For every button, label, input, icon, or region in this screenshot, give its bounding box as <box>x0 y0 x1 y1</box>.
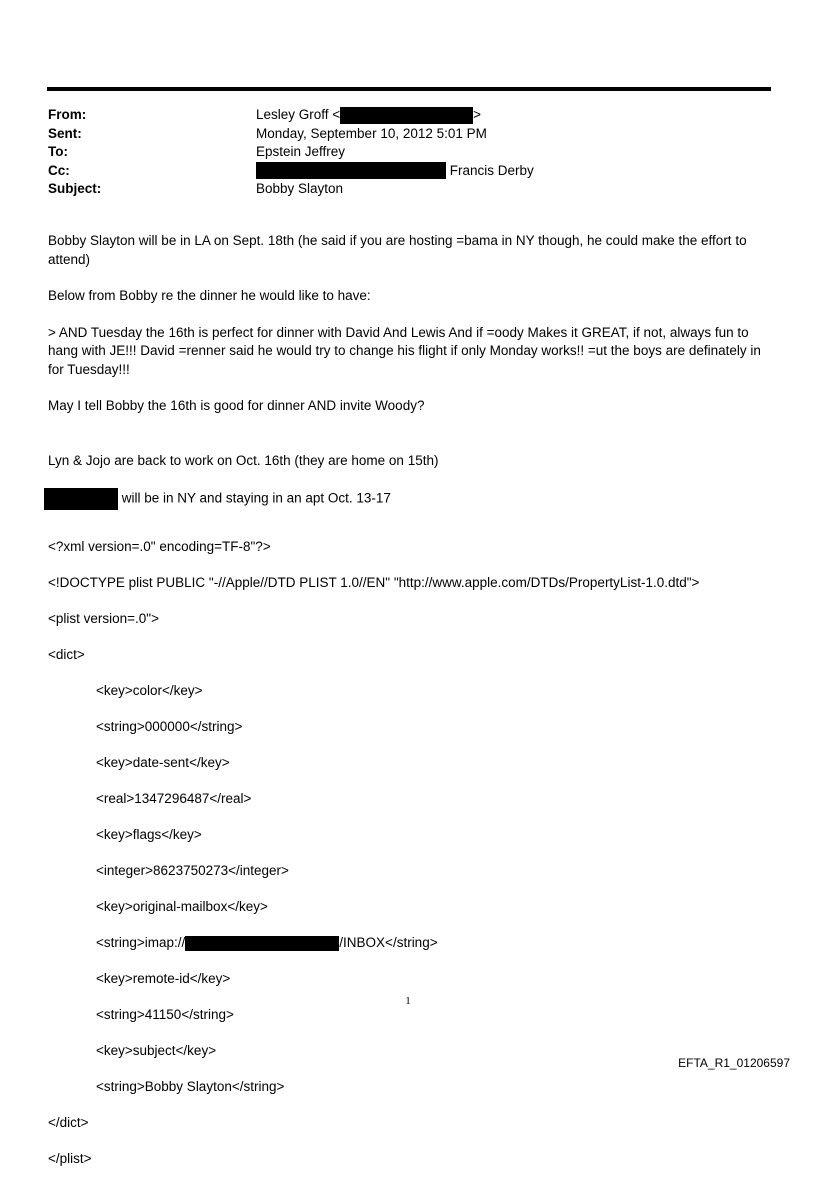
sent-label: Sent: <box>48 125 82 141</box>
body-paragraph: May I tell Bobby the 16th is good for dinner AND invite Woody? <box>48 398 425 413</box>
xml-fragment: <string>imap:// <box>96 935 186 950</box>
email-body <box>48 232 778 510</box>
xml-line: <key>remote-id</key> <box>96 971 231 986</box>
subject-label: Subject: <box>48 181 102 196</box>
to-row <box>48 143 534 162</box>
xml-line: <string>000000</string> <box>96 719 243 734</box>
body-paragraph: Lyn & Jojo are back to work on Oct. 16th (they are home on 15th) <box>48 452 439 468</box>
cc-name: Francis Derby <box>449 162 534 178</box>
xml-line: <real>1347296487</real> <box>96 791 252 806</box>
xml-line: <key>flags</key> <box>96 827 202 842</box>
from-label: From: <box>48 107 87 122</box>
xml-line: </dict> <box>48 1115 89 1130</box>
xml-line: </plist> <box>48 1151 92 1166</box>
xml-line <box>48 934 699 952</box>
from-row <box>48 106 534 125</box>
to-value: Epstein Jeffrey <box>256 144 346 159</box>
sent-row <box>48 125 534 144</box>
xml-line: <dict> <box>48 647 85 662</box>
xml-line: <key>date-sent</key> <box>96 755 230 770</box>
cc-row <box>48 162 534 181</box>
header-rule <box>47 87 771 91</box>
body-paragraph <box>44 488 778 510</box>
from-tail: > <box>473 107 482 122</box>
xml-line: <plist version=.0"> <box>48 611 159 626</box>
cc-label: Cc: <box>48 162 70 178</box>
redaction-block <box>185 936 339 951</box>
document-id: EFTA_R1_01206597 <box>678 1056 790 1070</box>
xml-line: <key>subject</key> <box>96 1043 217 1058</box>
cc-value <box>256 162 534 181</box>
sent-value: Monday, September 10, 2012 5:01 PM <box>256 125 487 141</box>
body-paragraph: > AND Tuesday the 16th is perfect for dinner with David And Lewis And if =oody Makes it GREAT, if not, always fun to hang with JE!!! David =renner said he would try to change his flight if only Monday works!! =ut the boys are definately in for Tuesday!!! <box>48 324 761 377</box>
subject-row <box>48 180 534 199</box>
xml-line: <string>Bobby Slayton</string> <box>96 1079 285 1094</box>
redaction-block <box>44 488 118 510</box>
subject-value: Bobby Slayton <box>256 181 344 196</box>
page-number: 1 <box>405 995 411 1007</box>
from-name: Lesley Groff < <box>256 107 341 122</box>
xml-line: <integer>8623750273</integer> <box>96 863 289 878</box>
xml-line: <string>41150</string> <box>96 1007 234 1022</box>
redaction-block <box>340 107 473 124</box>
body-paragraph: Below from Bobby re the dinner he would like to have: <box>48 288 371 303</box>
xml-line: <key>color</key> <box>96 683 203 698</box>
xml-line: <!DOCTYPE plist PUBLIC "-//Apple//DTD PLIST 1.0//EN" "http://www.apple.com/DTDs/PropertyList-1.0.dtd"> <box>48 575 700 590</box>
redaction-block <box>256 162 446 179</box>
to-label: To: <box>48 144 68 159</box>
body-paragraph-text: will be in NY and staying in an apt Oct. 13-17 <box>121 490 391 506</box>
xml-plist <box>48 520 699 1186</box>
xml-line: <key>original-mailbox</key> <box>96 899 268 914</box>
from-value <box>256 106 481 125</box>
body-paragraph: Bobby Slayton will be in LA on Sept. 18th (he said if you are hosting =bama in NY though, he could make the effort to attend) <box>48 233 747 267</box>
xml-line: <?xml version=.0" encoding=TF-8"?> <box>48 539 271 554</box>
email-header <box>48 106 534 199</box>
xml-fragment: /INBOX</string> <box>339 935 438 950</box>
